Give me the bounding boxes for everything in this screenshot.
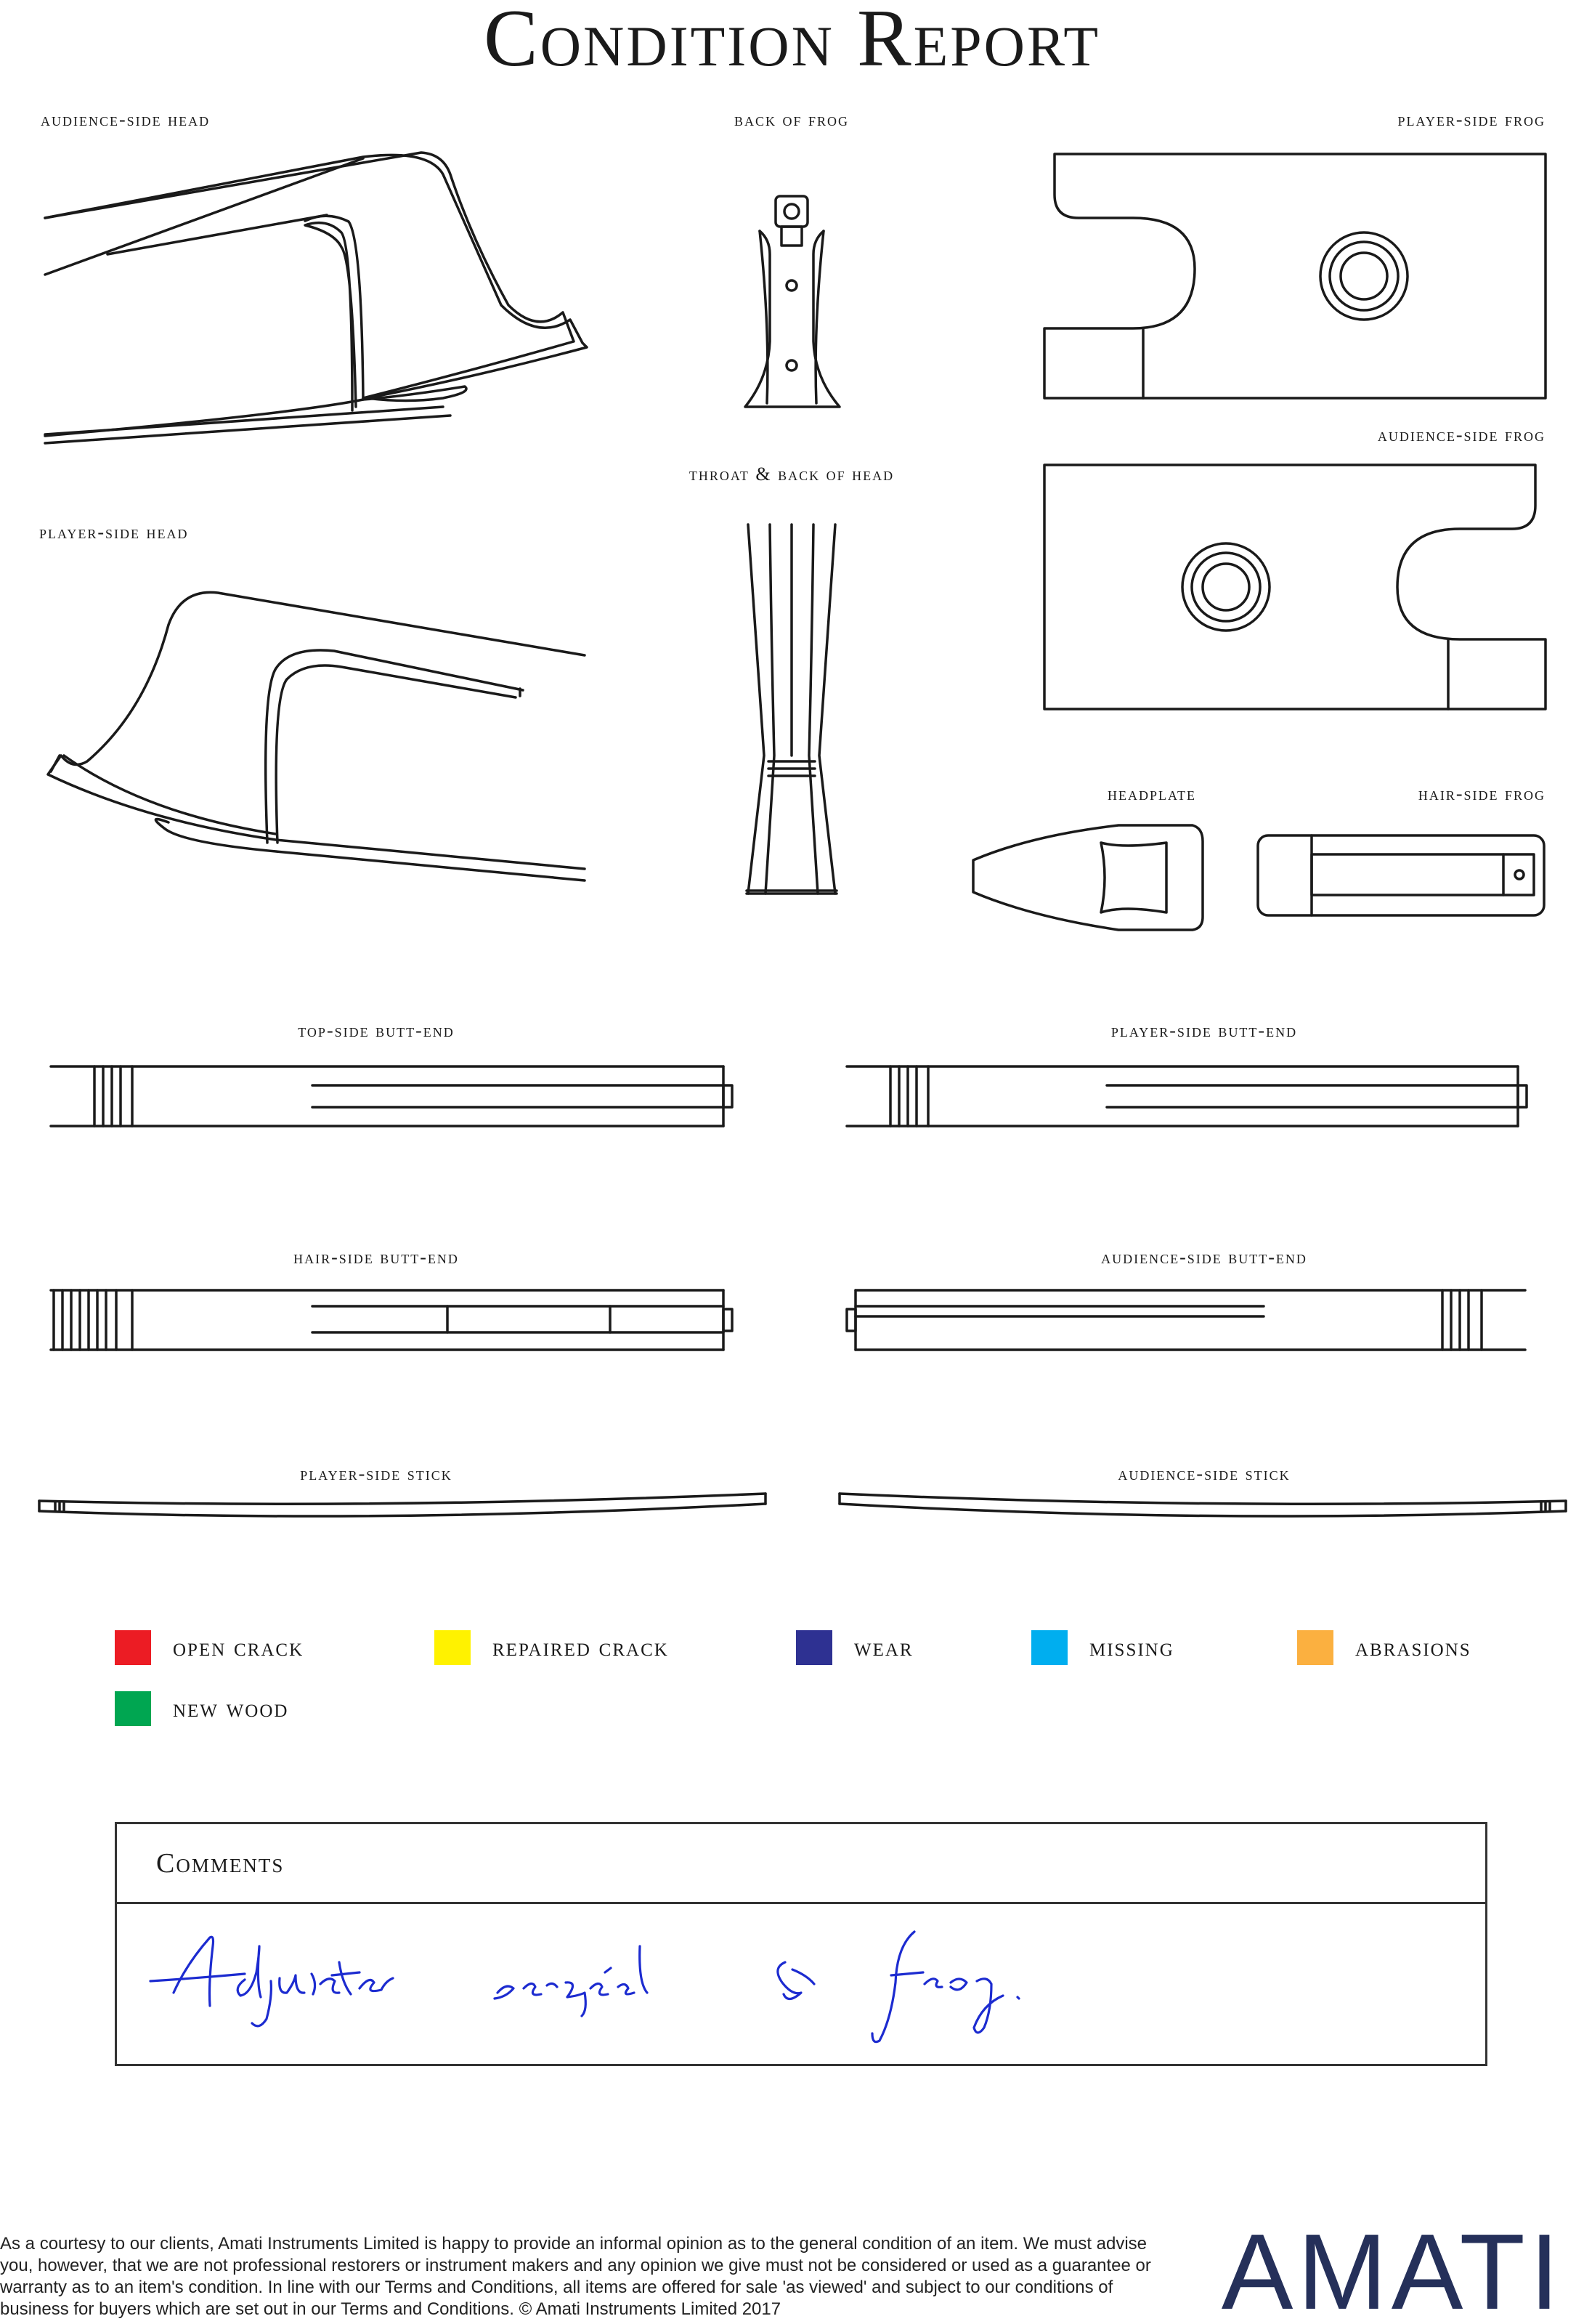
legend-label-open-crack: open crack (173, 1633, 304, 1661)
label-top-side-butt-end: top-side butt-end (298, 1020, 455, 1041)
comments-heading: Comments (117, 1824, 1485, 1904)
legend-wear (796, 1630, 914, 1665)
amati-logo: AMATI (1221, 2212, 1564, 2324)
label-player-side-head: player-side head (39, 522, 189, 543)
disclaimer-text: As a courtesy to our clients, Amati Instruments Limited is happy to provide an informal opinion as to the general condition of an item. We must advise you, however, that we are not professional restorers or instrument makers and any opinion we give must not be considered or used as a guarantee or warranty as to an item's condition. In line with our Terms and Conditions, all items are offered for sale 'as viewed' and subject to our conditions of business for buyers which are set out in our Terms and Conditions. © Amati Instruments Limited 2017 (0, 2234, 1151, 2319)
label-player-side-frog: player-side frog (1397, 109, 1546, 130)
legend-label-repaired-crack: repaired crack (492, 1633, 669, 1661)
label-audience-side-frog: audience-side frog (1377, 424, 1546, 445)
label-audience-side-stick: audience-side stick (1118, 1463, 1291, 1484)
top-side-butt-end-drawing (51, 1066, 732, 1126)
headplate-drawing (973, 825, 1203, 930)
label-hair-side-butt-end: hair-side butt-end (293, 1247, 459, 1268)
throat-drawing (747, 525, 837, 894)
legend-abrasions (1297, 1630, 1471, 1665)
player-side-stick-drawing (39, 1494, 765, 1516)
legend-label-new-wood: new wood (173, 1694, 289, 1722)
swatch-new-wood (115, 1691, 151, 1726)
swatch-abrasions (1297, 1630, 1333, 1665)
legend-label-missing: missing (1089, 1633, 1174, 1661)
label-player-side-stick: player-side stick (300, 1463, 452, 1484)
hair-side-frog-drawing (1258, 835, 1544, 915)
swatch-wear (796, 1630, 832, 1665)
label-audience-side-butt-end: audience-side butt-end (1101, 1247, 1307, 1268)
legend-label-wear: wear (854, 1633, 914, 1661)
label-throat-back-of-head: throat & back of head (689, 463, 895, 485)
legend-label-abrasions: abrasions (1355, 1633, 1471, 1661)
legend-missing (1031, 1630, 1174, 1665)
handwritten-comment (117, 1903, 1485, 2064)
label-audience-side-head: audience-side head (41, 109, 211, 130)
swatch-repaired-crack (434, 1630, 471, 1665)
player-side-frog-drawing (1044, 154, 1546, 398)
swatch-open-crack (115, 1630, 151, 1665)
player-side-head-drawing (48, 592, 585, 880)
hair-side-butt-end-drawing (51, 1290, 732, 1350)
audience-side-stick-drawing (840, 1494, 1566, 1516)
back-of-frog-drawing (745, 196, 840, 407)
label-back-of-frog: back of frog (734, 109, 850, 130)
label-player-side-butt-end: player-side butt-end (1110, 1020, 1298, 1041)
legend-open-crack (115, 1630, 304, 1665)
label-headplate: headplate (1108, 783, 1196, 804)
label-hair-side-frog: hair-side frog (1418, 783, 1546, 804)
audience-side-head-drawing (45, 153, 587, 443)
comments-box[interactable] (115, 1822, 1487, 2066)
swatch-missing (1031, 1630, 1068, 1665)
audience-side-butt-end-drawing (847, 1290, 1525, 1350)
page-title: Condition Report (484, 0, 1100, 84)
legend-new-wood (115, 1691, 288, 1726)
legend-repaired-crack (434, 1630, 669, 1665)
audience-side-frog-drawing (1044, 465, 1546, 709)
player-side-butt-end-drawing (847, 1066, 1527, 1126)
